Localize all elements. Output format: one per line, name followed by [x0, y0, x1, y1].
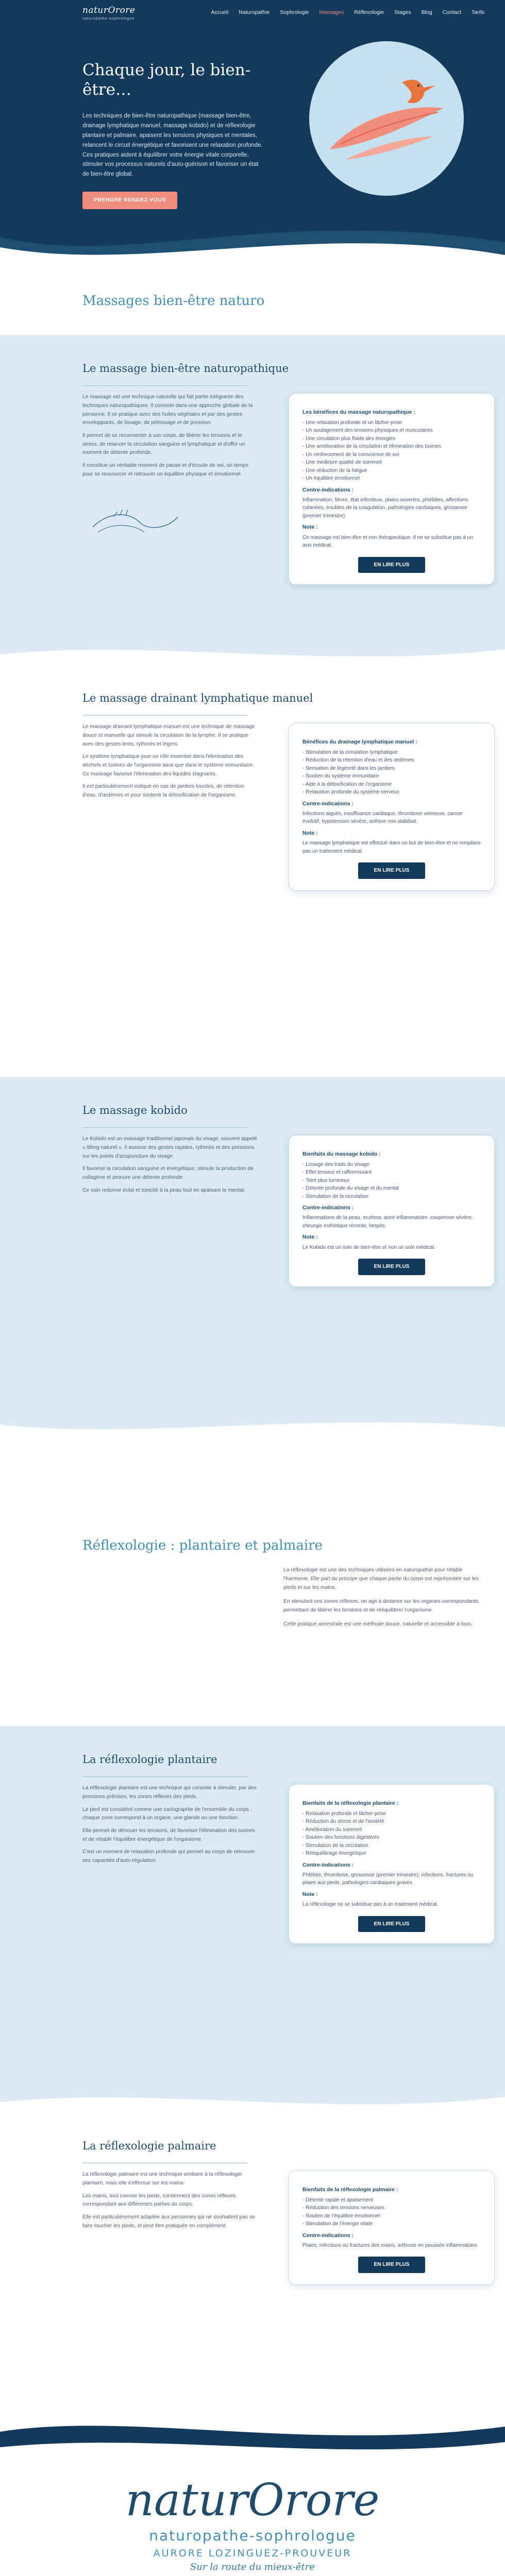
section-text — [82, 1784, 258, 1869]
card-text: Phlébite, thrombose, grossesse (premier trimestre), infections, fractures ou plaies aux pieds, pathologies cardiaques graves. — [302, 1872, 474, 1886]
card-heading: Les bénéfices du massage naturopathique : — [302, 409, 415, 416]
list-item: - Stimulation de la circulation lymphatique — [302, 749, 481, 757]
card-text: Le Kobido est un soin de bien-être et non un soin médical. — [302, 1244, 435, 1250]
paragraph: Elle est particulièrement adaptée aux personnes qui ne souhaitent pas se faire toucher les pieds, et peut être pratiquée en complément. — [82, 2214, 255, 2229]
paragraph: La réflexologie est une des techniques utilisées en naturopathie pour rétablir l'harmonie. Elle part du principe que chaque partie du corps est représentée sur les pieds et sur les mains. — [283, 1567, 479, 1590]
top-bar — [0, 0, 505, 26]
logo-text: naturOrore — [82, 5, 136, 15]
read-more-button[interactable]: EN LIRE PLUS — [358, 2257, 425, 2273]
card-heading: Bienfaits de la réflexologie plantaire : — [302, 1800, 399, 1807]
card-heading: Contre-indications : — [302, 800, 354, 807]
list-item: - Relaxation profonde du système nerveux — [302, 788, 481, 796]
section-title: La réflexologie palmaire — [82, 2140, 216, 2152]
benefits-list — [302, 1161, 481, 1201]
read-more-button[interactable]: EN LIRE PLUS — [358, 862, 425, 879]
list-item: - Détente rapide et apaisement — [302, 2196, 481, 2205]
card-heading: Contre-indications : — [302, 2232, 354, 2239]
section-wave — [0, 2087, 505, 2112]
footer-wave — [0, 2411, 505, 2458]
massage-lymph-section — [0, 665, 505, 1077]
list-item: - Détente profonde du visage et du mental — [302, 1184, 481, 1193]
list-item: - Soutien du système immunitaire — [302, 772, 481, 781]
section-wave — [0, 639, 505, 665]
appointment-button[interactable]: PRENDRE RENDEZ-VOUS — [82, 192, 177, 209]
read-more-button[interactable]: EN LIRE PLUS — [358, 557, 425, 573]
card-heading: Note : — [302, 1891, 318, 1897]
nav-item-accueil[interactable]: Accueil — [211, 9, 229, 16]
card-heading: Bienfaits de la réflexologie palmaire : — [302, 2187, 398, 2193]
benefits-list — [302, 419, 481, 483]
paragraph: Il est particulièrement indiqué en cas de jambes lourdes, de rétention d'eau, d'œdèmes et pour soutenir la détoxification de l'organisme. — [82, 784, 245, 799]
list-item: - Une amélioration de la circulation et élimination des toxines — [302, 443, 481, 451]
logo-tagline: naturopathe-sophrologue — [82, 17, 135, 21]
paragraph: La réflexologie plantaire est une technique qui consiste à stimuler, par des pressions précises, les zones réflexes des pieds. — [82, 1785, 257, 1800]
paragraph: Ce soin redonne éclat et tonicité à la peau tout en apaisant le mental. — [82, 1187, 245, 1193]
paragraph: Il constitue un véritable moment de pause et d'écoute de soi, un temps pour se ressourcer et retrouver un équilibre physique et émotionnel. — [82, 463, 248, 477]
brand-tagline: naturopathe-sophrologue — [149, 2527, 356, 2544]
list-item: - Réduction de la rétention d'eau et des œdèmes — [302, 756, 481, 765]
hands-sketch-icon — [82, 496, 186, 543]
massages-title: Massages bien-être naturo — [82, 293, 265, 309]
list-item: - Réduction du stress et de l'anxiété — [302, 1818, 481, 1826]
reflexo-palmaire-section — [0, 2112, 505, 2411]
site-logo[interactable] — [82, 4, 135, 22]
list-item: - Un soulagement des tensions physiques et musculaires — [302, 427, 481, 435]
benefits-list — [302, 749, 481, 796]
hero-section — [0, 0, 505, 268]
benefits-card — [289, 1784, 495, 1944]
section-divider — [82, 715, 247, 716]
card-heading: Note : — [302, 1234, 318, 1241]
benefits-list — [302, 1810, 481, 1858]
benefits-card — [289, 723, 495, 890]
list-item: - Stimulation de l'énergie vitale — [302, 2220, 481, 2228]
reflexo-intro — [0, 1556, 505, 1726]
paragraph: Le Kobido est un massage traditionnel japonais du visage, souvent appelé « lifting naturel ». Il associe des gestes rapides, rythmés et des pressions sur les points d'acupuncture du visage. — [82, 1136, 257, 1159]
nav-item-tarifs[interactable]: Tarifs — [471, 9, 484, 16]
reflexo-title: Réflexologie : plantaire et palmaire — [82, 1538, 323, 1554]
massage-kobido-section — [0, 1077, 505, 1437]
nav-item-contact[interactable]: Contact — [442, 9, 461, 16]
card-heading: Bénéfices du drainage lymphatique manuel : — [302, 739, 417, 745]
list-item: - Une meilleure qualité de sommeil — [302, 459, 481, 467]
list-item: - Soutien des fonctions digestives — [302, 1834, 481, 1842]
intro-text — [283, 1566, 484, 1705]
reflexo-plantaire-section — [0, 1726, 505, 2112]
hero-title: Chaque jour, le bien-être… — [82, 61, 251, 99]
card-heading: Contre-indications : — [302, 1861, 354, 1868]
nav-item-reflexologie[interactable]: Réflexologie — [354, 9, 384, 16]
list-item: - Une circulation plus fluide des énergies — [302, 435, 481, 443]
card-text: Plaies, infections ou fractures des mains, arthrose en poussée inflammatoire. — [302, 2242, 479, 2248]
main-nav — [211, 9, 484, 16]
section-text — [82, 723, 258, 804]
paragraph: Le massage drainant lymphatique manuel est une technique de massage douce et manuelle qui stimule la circulation de la lymphe. Il se pratique avec des gestes lents, rythmés et légers. — [82, 724, 255, 747]
benefits-card — [289, 1135, 495, 1286]
brand-name: naturOrore — [125, 2475, 380, 2526]
card-text: Infections aiguës, insuffisance cardiaque, thrombose veineuse, cancer évolutif, hypotension sévère, asthme non stabilisé. — [302, 810, 463, 825]
card-text: Le massage lymphatique est effectué dans un but de bien-être et ne remplace pas un traitement médical. — [302, 840, 481, 854]
list-item: - Un renforcement de la conscience de soi — [302, 451, 481, 459]
list-item: - Relaxation profonde et lâcher-prise — [302, 1810, 481, 1818]
card-heading: Contre-indications : — [302, 486, 354, 493]
nav-item-naturopathie[interactable]: Naturopathie — [239, 9, 270, 16]
read-more-button[interactable]: EN LIRE PLUS — [358, 1916, 425, 1933]
nav-item-blog[interactable]: Blog — [421, 9, 432, 16]
reflexo-heading-band — [0, 1520, 505, 1556]
list-item: - Stimulation de la circulation — [302, 1193, 481, 1201]
section-divider — [82, 1776, 247, 1777]
massages-heading-band — [0, 268, 505, 335]
section-text — [82, 2171, 258, 2234]
list-item: - Un équilibre émotionnel — [302, 474, 481, 483]
list-item: - Effet tenseur et raffermissant — [302, 1168, 481, 1177]
paragraph: Le massage est une technique naturelle qui fait partie intégrante des techniques naturopathiques. Il consiste dans une approche globale de la personne. Il se pratique avec des huiles végétales et par des gestes enveloppants, de lissage, de pétrissage et de pression. — [82, 394, 253, 426]
hero-illustration — [309, 41, 464, 196]
benefits-card — [289, 2171, 495, 2285]
read-more-button[interactable]: EN LIRE PLUS — [358, 1259, 425, 1275]
paragraph: Cette pratique ancestrale est une méthode douce, naturelle et accessible à tous. — [283, 1621, 473, 1627]
card-heading: Contre-indications : — [302, 1205, 354, 1211]
card-text: Inflammation, fièvre, état infectieux, plaies ouvertes, phlébites, affections cutanées, troubles de la coagulation, pathologies cardiaques, grossesse (premier trimestre). — [302, 497, 468, 519]
list-item: - Sensation de légèreté dans les jambes — [302, 765, 481, 773]
massage-naturo-section — [0, 335, 505, 665]
paragraph: C'est un moment de relaxation profonde qui permet au corps de retrouver ses capacités d'auto-régulation. — [82, 1849, 256, 1864]
list-item: - Rééquilibrage énergétique — [302, 1850, 481, 1858]
card-text: Ce massage est bien-être et non thérapeutique. Il ne se substitue pas à un avis médical. — [302, 534, 473, 549]
section-title: Le massage bien-être naturopathique — [82, 362, 289, 375]
section-text — [82, 393, 258, 546]
nav-item-sophrologie[interactable]: Sophrologie — [280, 9, 309, 16]
nav-item-stages[interactable]: Stages — [394, 9, 411, 16]
card-heading: Bienfaits du massage kobido : — [302, 1151, 381, 1158]
section-divider — [82, 1127, 247, 1128]
benefits-card — [289, 393, 495, 585]
section-title: Le massage drainant lymphatique manuel — [82, 692, 313, 704]
list-item: - Réduction des tensions nerveuses — [302, 2204, 481, 2212]
hero-body: Les techniques de bien-être naturopathique (massage bien-être, drainage lymphatique manuel, massage kobido) et de réflexologie plantaire et palmaire, apaisent les tensions physiques et mentales, relancent le circuit énergétique et favorisent une relaxation profonde. Ces pratiques aident à équilibrer votre énergie vitale corporelle, stimuler vos processus naturels d'auto-guérison et favoriser un état de bien-être global. — [82, 112, 263, 178]
section-text — [82, 1135, 258, 1199]
paragraph: Les mains, tout comme les pieds, contiennent des zones réflexes correspondant aux différentes parties du corps. — [82, 2193, 236, 2208]
brand-slogan: Sur la route du mieux-être — [190, 2562, 315, 2573]
spacer — [0, 1437, 505, 1520]
nav-item-massages[interactable]: Massages — [319, 9, 344, 16]
paragraph: Le système lymphatique joue un rôle essentiel dans l'élimination des déchets et toxines de l'organisme ainsi que dans le système immunitaire. Ce massage favorise l'élimination des liquides stagnants. — [82, 754, 254, 777]
paragraph: Il favorise la circulation sanguine et énergétique, stimule la production de collagène et procure une détente profonde. — [82, 1166, 254, 1181]
list-item: - Une relaxation profonde et un lâcher-prise — [302, 419, 481, 427]
card-text: La réflexologie ne se substitue pas à un traitement médical. — [302, 1902, 439, 1908]
section-wave — [0, 1412, 505, 1437]
list-item: - Stimulation de la circulation — [302, 1842, 481, 1850]
list-item: - Soutien de l'équilibre émotionnel — [302, 2212, 481, 2221]
section-title: Le massage kobido — [82, 1104, 188, 1116]
card-heading: Note : — [302, 524, 318, 531]
section-title: La réflexologie plantaire — [82, 1753, 217, 1766]
paragraph: Il permet de se reconnecter à son corps, de libérer les tensions et le stress, de relancer la circulation sanguine et lymphatique et d'offrir un moment de détente profonde. — [82, 433, 246, 456]
footer-brand — [0, 2458, 505, 2576]
hero-wave — [0, 206, 505, 268]
list-item: - Lissage des traits du visage — [302, 1161, 481, 1169]
paragraph: Elle permet de dénouer les tensions, de favoriser l'élimination des toxines et de rétablir l'équilibre énergétique de l'organisme. — [82, 1828, 256, 1842]
intro-spacer — [82, 1566, 258, 1705]
benefits-list — [302, 2196, 481, 2228]
section-divider — [82, 385, 247, 386]
card-text: Inflammations de la peau, eczéma, acné inflammatoire, couperose sévère, chirurgie esthétique récente, herpès. — [302, 1215, 473, 1229]
paragraph: Le pied est considéré comme une cartographie de l'ensemble du corps : chaque zone correspond à un organe, une glande ou une fonction. — [82, 1806, 252, 1821]
list-item: - Une réduction de la fatigue — [302, 467, 481, 475]
paragraph: La réflexologie palmaire est une technique similaire à la réflexologie plantaire, mais elle s'effectue sur les mains. — [82, 2172, 242, 2187]
paragraph: En stimulant ces zones réflexes, on agit à distance sur les organes correspondants, permettant de libérer les tensions et de rééquilibrer l'organisme. — [283, 1598, 480, 1613]
brand-logo — [0, 2475, 505, 2526]
hero-text — [82, 61, 263, 209]
list-item: - Aide à la détoxification de l'organisme — [302, 781, 481, 789]
card-heading: Note : — [302, 829, 318, 836]
brand-owner: AURORE LOZINGUEZ-PROUVEUR — [153, 2547, 352, 2559]
list-item: - Amélioration du sommeil — [302, 1826, 481, 1834]
list-item: - Teint plus lumineux — [302, 1177, 481, 1185]
feather-bird-icon — [309, 41, 464, 196]
